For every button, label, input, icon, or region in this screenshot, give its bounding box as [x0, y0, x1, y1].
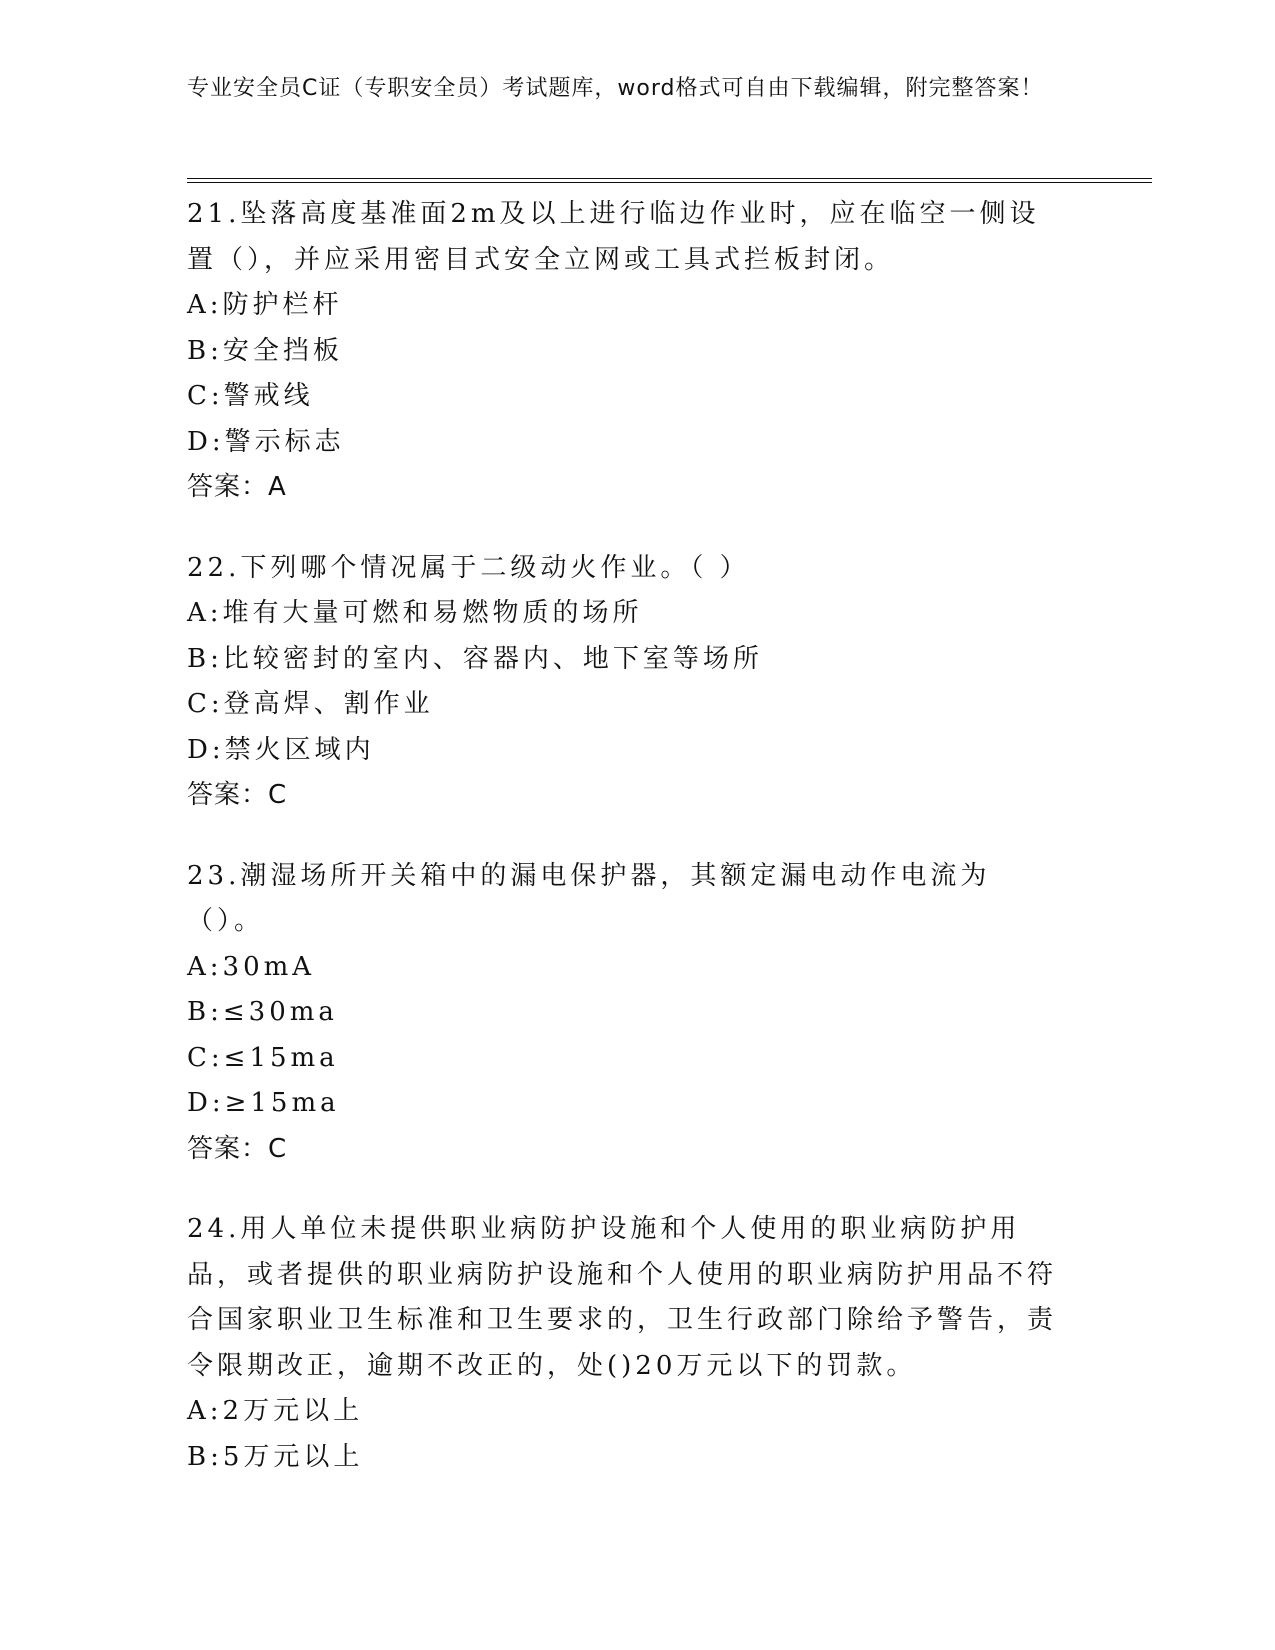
question-list: [187, 192, 1087, 1515]
question-option: C:登高焊、割作业: [187, 689, 434, 719]
question-answer: 答案：C: [187, 780, 288, 810]
question-option: C:警戒线: [187, 381, 314, 411]
question-stem: 23.潮湿场所开关箱中的漏电保护器，其额定漏电动作电流为（）。: [187, 860, 991, 936]
question-option: A:堆有大量可燃和易燃物质的场所: [187, 598, 643, 628]
question-option: D:禁火区域内: [187, 734, 375, 765]
question-option: B:比较密封的室内、容器内、地下室等场所: [187, 643, 763, 674]
header-divider-bottom: [187, 182, 1152, 183]
document-header: 专业安全员C证（专职安全员）考试题库，word格式可自由下载编辑，附完整答案！: [187, 76, 1044, 101]
question-answer: 答案：A: [187, 472, 287, 502]
question-option: A:2万元以上: [187, 1396, 364, 1426]
question-option: A:30mA: [187, 951, 316, 982]
question-stem: 24.用人单位未提供职业病防护设施和个人使用的职业病防护用品，或者提供的职业病防护设施和个人使用的职业病防护用品不符合国家职业卫生标准和卫生要求的，卫生行政部门除给予警告，责令限期改正，逾期不改正的，处()20万元以下的罚款。: [187, 1214, 1058, 1381]
question-stem: 21.坠落高度基准面2m及以上进行临边作业时，应在临空一侧设置（），并应采用密目式安全立网或工具式拦板封闭。: [187, 199, 1040, 275]
question-option: D:警示标志: [187, 426, 345, 457]
question-item: [187, 546, 1087, 819]
question-item: [187, 854, 1087, 1173]
question-option: C:≤15ma: [187, 1042, 339, 1073]
question-option: B:≤30ma: [187, 997, 338, 1027]
question-item: [187, 1207, 1087, 1480]
question-option: B:5万元以上: [187, 1441, 364, 1472]
question-answer: 答案：C: [187, 1133, 288, 1164]
question-stem: 22.下列哪个情况属于二级动火作业。（ ）: [187, 552, 750, 583]
question-item: [187, 192, 1087, 511]
header-divider-top: [187, 178, 1152, 179]
question-option: B:安全挡板: [187, 335, 343, 366]
question-option: A:防护栏杆: [187, 290, 343, 320]
question-option: D:≥15ma: [187, 1088, 340, 1118]
